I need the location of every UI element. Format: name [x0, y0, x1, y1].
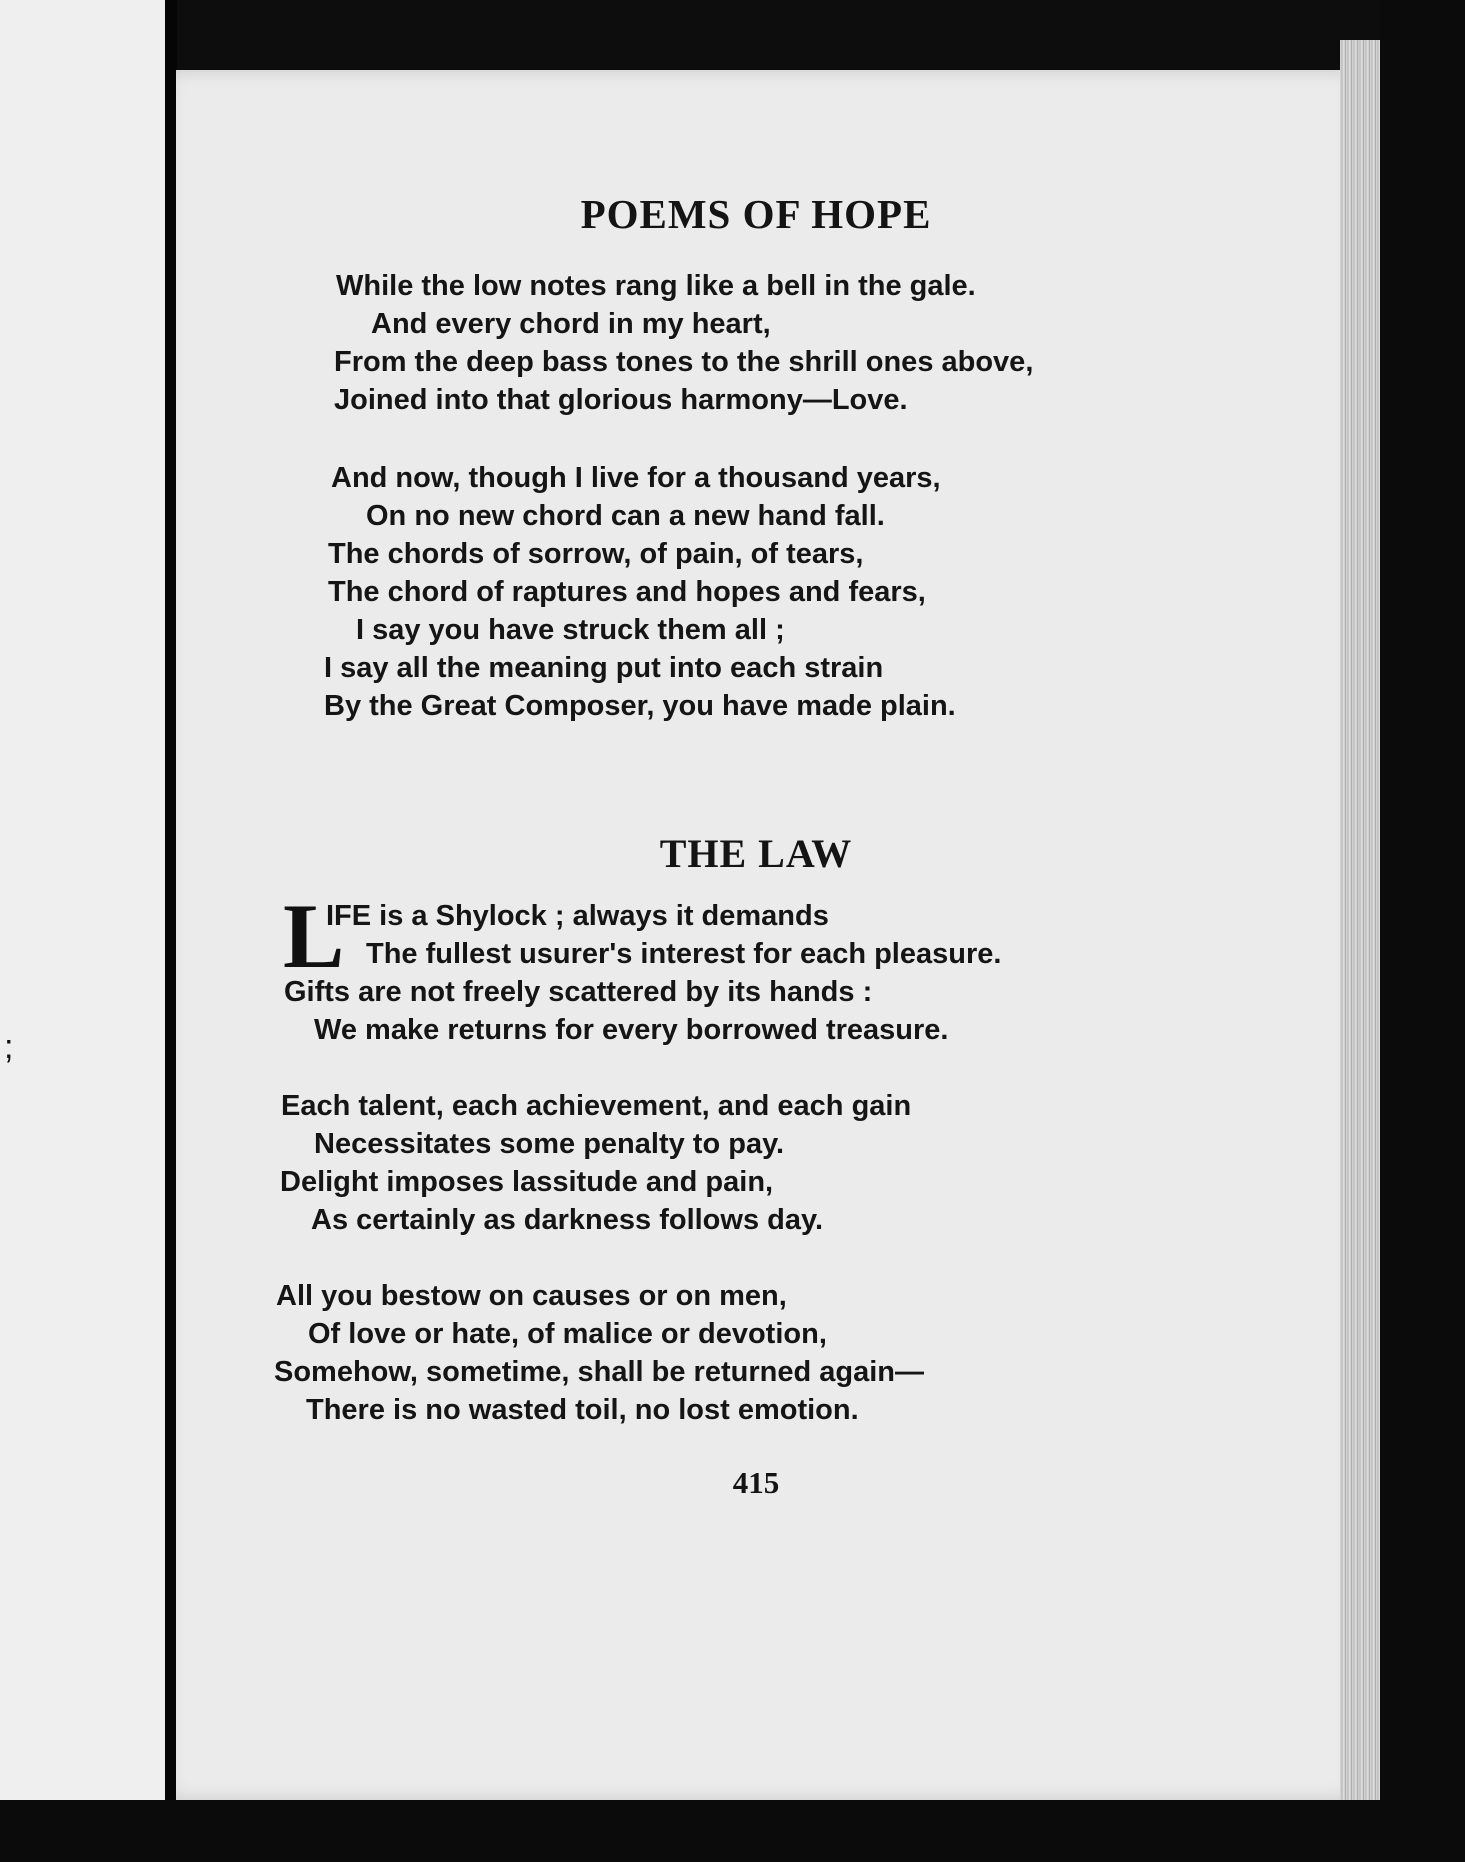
poem-line: While the low notes rang like a bell in the gale. [336, 270, 976, 302]
left-page [0, 0, 165, 1862]
page-number: 415 [732, 1465, 780, 1500]
poem-line: The fullest usurer's interest for each pleasure. [366, 938, 1002, 970]
poem-line: By the Great Composer, you have made plain. [324, 690, 956, 722]
poem-line: On no new chord can a new hand fall. [366, 500, 885, 532]
poem-line: Gifts are not freely scattered by its hands : [284, 976, 873, 1008]
poem-line: Delight imposes lassitude and pain, [280, 1166, 774, 1198]
poem-line: And now, though I live for a thousand years, [331, 462, 941, 494]
drop-cap: L [283, 885, 345, 987]
poem-line: I say you have struck them all ; [356, 614, 785, 646]
poem-line: From the deep bass tones to the shrill ones above, [334, 346, 1034, 378]
page-edges [1340, 40, 1380, 1815]
poem-line: There is no wasted toil, no lost emotion. [306, 1394, 859, 1426]
poem-first-line: IFE is a Shylock ; always it demands [326, 900, 829, 932]
bottom-shadow [0, 1800, 1465, 1862]
poem-line: Joined into that glorious harmony—Love. [334, 384, 908, 416]
poem-line: As certainly as darkness follows day. [311, 1204, 824, 1236]
poem-line: I say all the meaning put into each strain [324, 652, 884, 684]
poem-title: THE LAW [659, 831, 853, 876]
poem-line: The chord of raptures and hopes and fears, [328, 576, 926, 608]
running-head: POEMS OF HOPE [580, 191, 932, 237]
poem-line: We make returns for every borrowed treasure. [314, 1014, 949, 1046]
poem-line: Somehow, sometime, shall be returned again— [274, 1356, 924, 1388]
poem-line: Each talent, each achievement, and each gain [281, 1090, 912, 1122]
poem-line: Necessitates some penalty to pay. [314, 1128, 785, 1160]
poem-line: Of love or hate, of malice or devotion, [308, 1318, 827, 1350]
left-page-mark: ; [4, 1028, 14, 1066]
poem-line: All you bestow on causes or on men, [276, 1280, 787, 1312]
book-cover-edge [1380, 0, 1465, 1862]
poem-line: The chords of sorrow, of pain, of tears, [328, 538, 864, 570]
page-content [176, 70, 1336, 1800]
poem-line: And every chord in my heart, [371, 308, 771, 340]
